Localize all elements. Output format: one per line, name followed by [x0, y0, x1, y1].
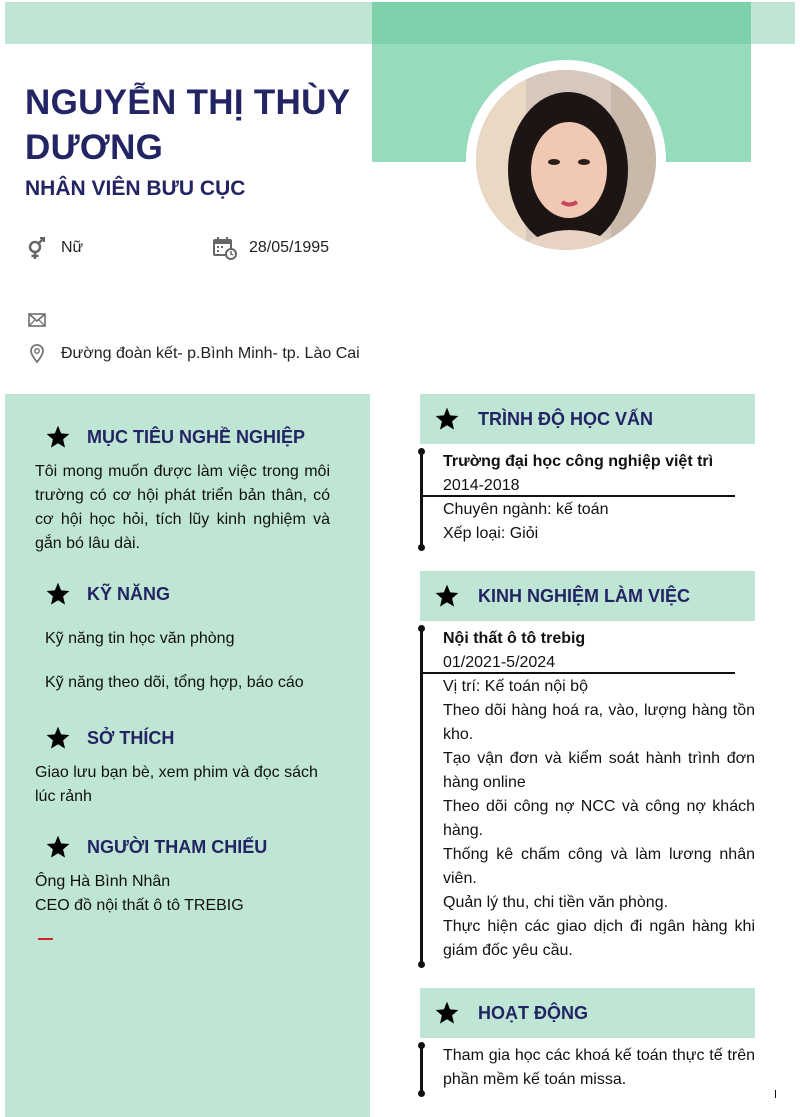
calendar-icon	[213, 236, 237, 260]
activities-title: HOẠT ĐỘNG	[478, 1002, 588, 1023]
experience-timeline	[420, 629, 423, 965]
timeline-dot	[418, 448, 425, 455]
email-row	[25, 308, 61, 332]
star-icon	[45, 581, 71, 607]
education-timeline	[420, 452, 423, 548]
references-title: NGƯỜI THAM CHIẾU	[87, 836, 268, 857]
timeline-dot	[418, 1090, 425, 1097]
experience-divider	[423, 672, 735, 674]
reference-name: Ông Hà Bình Nhân	[35, 873, 171, 890]
birthdate-value: 28/05/1995	[249, 239, 330, 256]
address-row	[25, 342, 360, 366]
timeline-dot	[418, 544, 425, 551]
activities-text: Tham gia học các khoá kế toán thực tế trên phần mềm kế toán missa.	[443, 1047, 755, 1088]
hobbies-text: Giao lưu bạn bè, xem phim và đọc sách lúc rảnh	[35, 764, 318, 805]
page-mark	[775, 1090, 776, 1098]
activities-timeline	[420, 1046, 423, 1094]
experience-heading	[420, 571, 755, 621]
duty-item: Theo dõi hàng hoá ra, vào, lượng hàng tồn kho.	[443, 702, 755, 743]
star-icon	[45, 725, 71, 751]
location-pin-icon	[25, 342, 49, 366]
education-period: 2014-2018	[443, 477, 520, 494]
gender-value: Nữ	[61, 239, 84, 256]
job-title: NHÂN VIÊN BƯU CỤC	[25, 177, 246, 200]
gender-row	[25, 236, 83, 260]
candidate-name: NGUYỄN THỊ THÙY DƯƠNG	[25, 83, 350, 167]
hobbies-heading	[45, 725, 174, 751]
gender-icon	[25, 236, 49, 260]
skills-title: KỸ NĂNG	[87, 583, 171, 604]
star-icon	[434, 406, 460, 432]
star-icon	[45, 424, 71, 450]
reference-position: CEO đồ nội thất ô tô TREBIG	[35, 897, 244, 914]
timeline-dot	[418, 1042, 425, 1049]
experience-title: KINH NGHIỆM LÀM VIỆC	[478, 585, 691, 606]
duty-item: Thống kê chấm công và làm lương nhân viên.	[443, 846, 755, 887]
photo-band-top	[372, 2, 751, 44]
experience-position: Vị trí: Kế toán nội bộ	[443, 678, 588, 695]
school-name: Trường đại học công nghiệp việt trì	[443, 453, 714, 470]
red-dash-mark	[38, 938, 53, 940]
objective-heading	[45, 424, 305, 450]
experience-period: 01/2021-5/2024	[443, 654, 556, 671]
address-value: Đường đoàn kết- p.Bình Minh- tp. Lào Cai	[61, 345, 360, 362]
objective-text: Tôi mong muốn được làm việc trong môi trường có cơ hội phát triển bản thân, có cơ hội học hỏi, tích lũy kinh nghiệm và gắn bó lâu dài.	[35, 463, 330, 552]
objective-title: MỤC TIÊU NGHỀ NGHIỆP	[87, 426, 306, 447]
star-icon	[434, 1000, 460, 1026]
avatar	[476, 70, 656, 250]
birthdate-row	[213, 236, 329, 260]
duty-item: Tạo vận đơn và kiểm soát hành trình đơn hàng online	[443, 750, 755, 791]
duty-item: Quản lý thu, chi tiền văn phòng.	[443, 894, 669, 911]
company-name: Nội thất ô tô trebig	[443, 630, 586, 647]
activities-heading	[420, 988, 755, 1038]
education-major: Chuyên ngành: kế toán	[443, 501, 609, 518]
star-icon	[434, 583, 460, 609]
hobbies-title: SỞ THÍCH	[87, 727, 175, 748]
mail-icon	[25, 308, 49, 332]
duty-item: Theo dõi công nợ NCC và công nợ khách hàng.	[443, 798, 755, 839]
education-divider	[423, 495, 735, 497]
star-icon	[45, 834, 71, 860]
timeline-dot	[418, 625, 425, 632]
skills-heading	[45, 581, 170, 607]
skill-item: Kỹ năng theo dõi, tổng hợp, báo cáo	[45, 674, 304, 691]
skill-item: Kỹ năng tin học văn phòng	[45, 630, 235, 647]
education-grade: Xếp loại: Giỏi	[443, 525, 539, 542]
education-title: TRÌNH ĐỘ HỌC VẤN	[478, 408, 653, 429]
education-heading	[420, 394, 755, 444]
timeline-dot	[418, 961, 425, 968]
duty-item: Thực hiện các giao dịch đi ngân hàng khi giám đốc yêu cầu.	[443, 918, 755, 959]
references-heading	[45, 834, 267, 860]
